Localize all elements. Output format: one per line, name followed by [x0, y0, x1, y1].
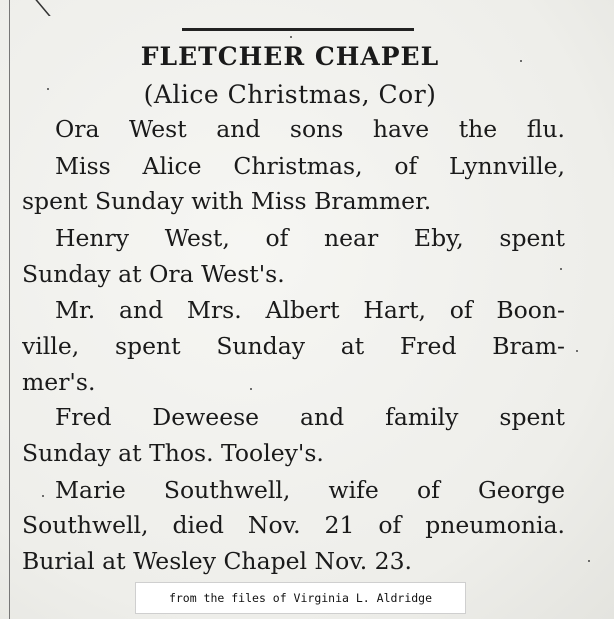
article-line: Fred Deweese and family spent — [55, 403, 565, 431]
article-line: Miss Alice Christmas, of Lynnville, — [55, 152, 565, 180]
article-line: Southwell, died Nov. 21 of pneumonia. — [22, 511, 565, 539]
credit-label: from the files of Virginia L. Aldridge — [135, 582, 466, 614]
corner-mark — [11, 0, 50, 16]
print-speck — [47, 88, 49, 90]
article-line: Marie Southwell, wife of George — [55, 476, 565, 504]
article-line: mer's. — [22, 368, 96, 396]
print-speck — [588, 560, 590, 562]
print-speck — [520, 60, 522, 62]
article-line: Mr. and Mrs. Albert Hart, of Boon- — [55, 296, 565, 324]
print-speck — [560, 268, 562, 270]
article-line: Ora West and sons have the flu. — [55, 115, 565, 143]
article-line: Sunday at Ora West's. — [22, 260, 285, 288]
article-line: Henry West, of near Eby, spent — [55, 224, 565, 252]
headline: FLETCHER CHAPEL — [140, 42, 440, 71]
article-line: Sunday at Thos. Tooley's. — [22, 439, 324, 467]
print-speck — [290, 36, 292, 38]
article-line: spent Sunday with Miss Brammer. — [22, 187, 432, 215]
print-speck — [576, 350, 578, 352]
article-line: Burial at Wesley Chapel Nov. 23. — [22, 547, 413, 575]
print-speck — [42, 495, 44, 497]
byline: (Alice Christmas, Cor) — [143, 80, 437, 109]
top-rule — [182, 28, 414, 31]
print-speck — [250, 388, 252, 390]
article-line: ville, spent Sunday at Fred Bram- — [22, 332, 565, 360]
